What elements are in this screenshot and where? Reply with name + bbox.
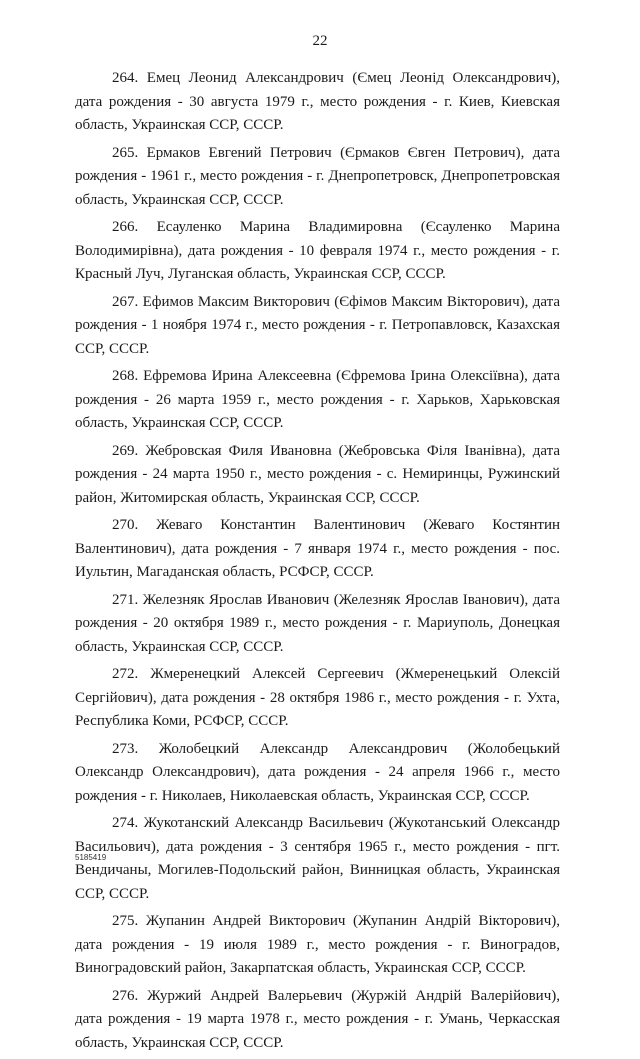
- entry-276: 276. Журжий Андрей Валерьевич (Журжій Андрій Валерійович), дата рождения - 19 марта 1978 г., место рождения - г. Умань, Черкасская область, Украинская ССР, СССР.: [75, 987, 560, 1051]
- entry-267: 267. Ефимов Максим Викторович (Єфімов Максим Вікторович), дата рождения - 1 ноября 1974 г., место рождения - г. Петропавловск, Казахская ССР, СССР.: [75, 293, 560, 357]
- page-number: 22: [312, 33, 328, 49]
- entry-271: 271. Железняк Ярослав Иванович (Железняк Ярослав Іванович), дата рождения - 20 октября 1989 г., место рождения - г. Мариуполь, Донецкая область, Украинская ССР, СССР.: [75, 591, 560, 655]
- entry-268: 268. Ефремова Ирина Алексеевна (Єфремова Ірина Олексіївна), дата рождения - 26 марта 1959 г., место рождения - г. Харьков, Харьковская область, Украинская ССР, СССР.: [75, 368, 560, 431]
- document-code: 5185419: [75, 853, 107, 862]
- entry-265: 265. Ермаков Евгений Петрович (Єрмаков Євген Петрович), дата рождения - 1961 г., место рождения - г. Днепропетровск, Днепропетровская область, Украинская ССР, СССР.: [75, 144, 560, 208]
- entry-266: 266. Есауленко Марина Владимировна (Єсауленко Марина Володимирівна), дата рождения - 10 февраля 1974 г., место рождения - г. Красный Луч, Луганская область, Украинская ССР, СССР.: [75, 219, 560, 282]
- entry-270: 270. Жеваго Константин Валентинович (Жеваго Костянтин Валентинович), дата рождения - 7 января 1974 г., место рождения - пос. Иультин, Магаданская область, РСФСР, СССР.: [75, 517, 560, 580]
- entry-269: 269. Жебровская Филя Ивановна (Жебровська Філя Іванівна), дата рождения - 24 марта 1950 г., место рождения - с. Немиринцы, Ружинский район, Житомирская область, Украинская ССР, СССР.: [75, 442, 560, 506]
- entry-264: 264. Емец Леонид Александрович (Ємец Леонід Олександрович), дата рождения - 30 августа 1979 г., место рождения - г. Киев, Киевская область, Украинская ССР, СССР.: [75, 70, 560, 133]
- entry-273: 273. Жолобецкий Александр Александрович (Жолобецький Олександр Олександрович), дата рождения - 24 апреля 1966 г., место рождения - г. Николаев, Николаевская область, Украинская ССР, СССР.: [75, 740, 560, 804]
- entry-275: 275. Жупанин Андрей Викторович (Жупанин Андрій Вікторович), дата рождения - 19 июля 1989 г., место рождения - г. Виноградов, Виноградовский район, Закарпатская область, Украинская ССР, СССР.: [75, 913, 560, 976]
- entries-list: [75, 67, 560, 1059]
- entry-272: 272. Жмеренецкий Алексей Сергеевич (Жмеренецький Олексій Сергійович), дата рождения - 28 октября 1986 г., место рождения - г. Ухта, Республика Коми, РСФСР, СССР.: [75, 666, 560, 729]
- entry-274: 274. Жукотанский Александр Васильевич (Жукотанський Олександр Васильович), дата рождения - 3 сентября 1965 г., место рождения - пгт. Вендичаны, Могилев-Подольский район, Винницкая область, Украинская ССР, СССР.: [75, 815, 560, 902]
